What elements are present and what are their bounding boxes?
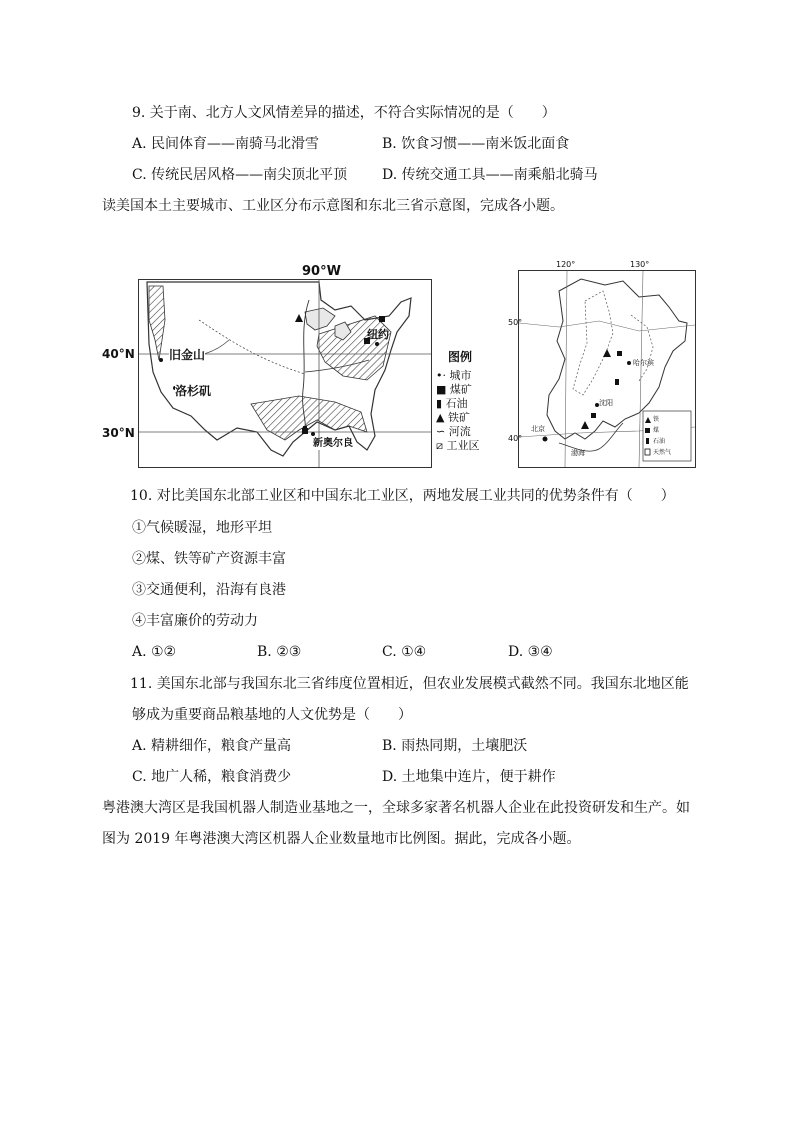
river-legend-icon: ∽ (436, 425, 446, 438)
ne-legend-oil-icon (646, 438, 649, 444)
ne-legend-oil: 石油 (653, 438, 666, 445)
q9-option-b: B. 饮食习惯——南米饭北面食 (382, 136, 570, 152)
city-dot-no (311, 432, 315, 436)
ne-label-bohai: 渤海 (571, 449, 585, 457)
legend-city-icon: •· (436, 369, 446, 382)
legend-industrial (436, 439, 480, 453)
q11-option-a: A. 精耕细作，粮食产量高 (132, 738, 292, 754)
legend-oil (436, 397, 468, 411)
coal-legend-icon: ■ (436, 383, 447, 396)
q9-stem: 9. 关于南、北方人文风情差异的描述，不符合实际情况的是（ ） (132, 105, 556, 121)
q9-option-c: C. 传统民居风格——南尖顶北平顶 (132, 167, 348, 183)
ne-legend-coal: 煤 (653, 427, 660, 434)
coal-symbol (591, 413, 596, 418)
ne-legend-gas: 天然气 (653, 449, 672, 456)
q10-item-2: ②煤、铁等矿产资源丰富 (132, 551, 286, 567)
us-map-meridian-label: 90°W (302, 264, 341, 279)
q10-option-a: A. ①② (132, 644, 177, 660)
q10-item-1: ①气候暖湿，地形平坦 (132, 520, 272, 536)
ne-label-shenyang: 沈阳 (599, 399, 613, 407)
legend-coal-label: 煤矿 (449, 383, 472, 396)
q9-option-a: A. 民间体育——南骑马北滑雪 (132, 136, 320, 152)
q10-option-d: D. ③④ (508, 644, 553, 660)
legend-city (436, 369, 472, 383)
ne-map-drawing (519, 271, 695, 467)
oil-symbol (615, 379, 619, 385)
q11-option-c: C. 地广人稀，粮食消费少 (132, 769, 292, 785)
us-map-legend (430, 279, 494, 466)
ne-legend-coal-icon (645, 428, 650, 433)
q10-item-3: ③交通便利，沿海有良港 (132, 582, 286, 598)
coal-symbol (617, 351, 622, 356)
q10-item-4: ④丰富廉价的劳动力 (132, 613, 258, 629)
ne-legend-iron: 铁 (653, 416, 660, 423)
q9-option-d: D. 传统交通工具——南乘船北骑马 (382, 167, 598, 183)
us-map-drawing (139, 280, 431, 467)
us-map-lat30-label: 30°N (102, 426, 135, 440)
legend-city-label: 城市 (449, 369, 472, 382)
city-dot-ny (375, 342, 379, 346)
legend-iron-label: 铁矿 (447, 411, 470, 424)
city-dot-beijing (543, 437, 548, 442)
ne-lat-50: 50° (508, 318, 523, 327)
city-dot-sf (159, 358, 163, 362)
us-map (138, 279, 432, 468)
q10-option-b: B. ②③ (257, 644, 302, 660)
q10-option-c: C. ①④ (382, 644, 427, 660)
coal-mine-symbol (379, 316, 385, 322)
city-label-ny: 纽约 (367, 328, 389, 341)
intro-maps: 读美国本土主要城市、工业区分布示意图和东北三省示意图，完成各小题。 (102, 198, 564, 214)
q11-option-b: B. 雨热同期，土壤肥沃 (382, 738, 528, 754)
oil-legend-icon: ▮ (436, 397, 443, 410)
city-label-sf: 旧金山 (169, 348, 206, 362)
legend-river-label: 河流 (448, 425, 471, 438)
legend-iron (436, 411, 470, 425)
city-dot-harbin (627, 361, 631, 365)
q11-stem-line1: 11. 美国东北部与我国东北三省纬度位置相近，但农业发展模式截然不同。我国东北地区能 (130, 676, 689, 692)
q11-option-d: D. 土地集中连片，便于耕作 (382, 769, 556, 785)
ne-label-harbin: 哈尔滨 (633, 359, 654, 367)
city-label-la: 洛杉矶 (175, 384, 212, 398)
industrial-zone-legend-icon: ⧄ (436, 439, 443, 452)
intro-bay-area-line1: 粤港澳大湾区是我国机器人制造业基地之一，全球多家著名机器人企业在此投资研发和生产。如 (102, 800, 690, 816)
city-label-no: 新奥尔良 (313, 438, 353, 449)
ne-lon-120: 120° (556, 260, 576, 269)
q10-stem: 10. 对比美国东北部工业区和中国东北工业区，两地发展工业共同的优势条件有（ ） (130, 488, 675, 504)
legend-title: 图例 (448, 350, 473, 364)
iron-legend-icon: ▲ (436, 411, 445, 424)
intro-bay-area-line2: 图为 2019 年粤港澳大湾区机器人企业数量地市比例图。据此，完成各小题。 (102, 831, 581, 847)
us-map-lat40-label: 40°N (102, 347, 135, 361)
ne-lat-40: 40° (508, 434, 523, 443)
legend-river (436, 425, 471, 439)
northeast-china-map (518, 270, 696, 468)
ne-lon-130: 130° (630, 260, 650, 269)
q11-stem-line2: 够成为重要商品粮基地的人文优势是（ ） (132, 707, 412, 723)
legend-oil-label: 石油 (445, 397, 468, 410)
legend-coal (436, 383, 472, 397)
legend-industrial-label: 工业区 (446, 439, 480, 452)
ne-label-beijing: 北京 (531, 425, 545, 433)
